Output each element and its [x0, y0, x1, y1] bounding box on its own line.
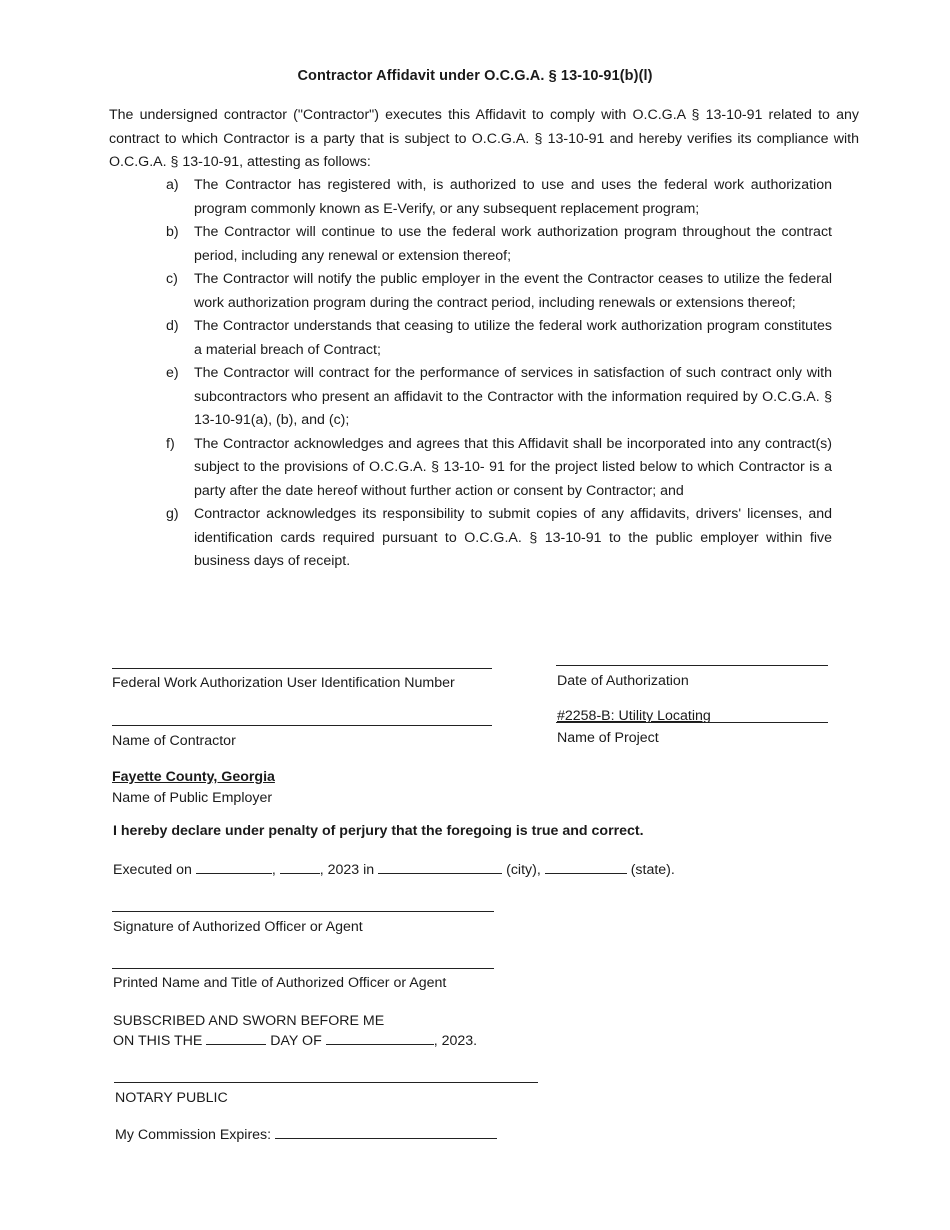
executed-month-blank[interactable]: [196, 861, 272, 874]
public-employer-label: Name of Public Employer: [112, 790, 273, 806]
attestation-list: [160, 174, 832, 574]
executed-day-blank[interactable]: [280, 861, 320, 874]
on-this-the-label: ON THIS THE: [113, 1033, 203, 1049]
list-item: [160, 174, 832, 221]
list-item: [160, 433, 832, 504]
contractor-name-line[interactable]: [112, 725, 492, 726]
date-of-authorization-line[interactable]: [556, 665, 828, 666]
list-item-text: Contractor acknowledges its responsibility to submit copies of any affidavits, drivers' licenses, and identification cards required pursuant to O.C.G.A. § 13-10-91 to the public employer within five business days of receipt.: [194, 506, 832, 569]
project-label: Name of Project: [557, 730, 659, 746]
public-employer-value: Fayette County, Georgia: [112, 769, 275, 785]
list-item: [160, 362, 832, 433]
executed-city-blank[interactable]: [378, 861, 502, 874]
sworn-line-1: SUBSCRIBED AND SWORN BEFORE ME: [113, 1013, 385, 1029]
list-item: [160, 503, 832, 574]
list-item-text: The Contractor will notify the public employer in the event the Contractor ceases to utilize the federal work authorization program during the contract period, including renewals or extensions thereof;: [194, 271, 832, 311]
sworn-line-2: [113, 1032, 477, 1049]
list-item: [160, 315, 832, 362]
document-title: Contractor Affidavit under O.C.G.A. § 13-10-91(b)(l): [297, 68, 653, 84]
executed-city-label: (city),: [506, 862, 541, 878]
signature-label: Signature of Authorized Officer or Agent: [113, 919, 363, 935]
executed-comma: ,: [271, 862, 276, 878]
project-value-text: #2258-B: Utility Locating: [557, 708, 711, 724]
commission-label: My Commission Expires:: [115, 1127, 272, 1143]
list-item-text: The Contractor will continue to use the federal work authorization program throughout the contract period, including any renewal or extension thereof;: [194, 224, 832, 264]
sworn-month-blank[interactable]: [326, 1032, 434, 1045]
date-of-authorization-label: Date of Authorization: [557, 673, 689, 689]
commission-row: [115, 1126, 497, 1143]
day-of-label: DAY OF: [270, 1033, 322, 1049]
executed-state-blank[interactable]: [545, 861, 627, 874]
user-id-label: Federal Work Authorization User Identification Number: [112, 675, 455, 691]
list-item-text: The Contractor has registered with, is authorized to use and uses the federal work authorization program commonly known as E-Verify, or any subsequent replacement program;: [194, 177, 832, 217]
list-item: [160, 268, 832, 315]
list-item-label: f): [166, 435, 175, 452]
sworn-year-text: , 2023.: [433, 1033, 478, 1049]
project-line: [556, 722, 828, 723]
perjury-declaration: I hereby declare under penalty of perjury that the foregoing is true and correct.: [113, 823, 644, 839]
list-item-label: d): [166, 318, 179, 334]
commission-expires-blank[interactable]: [275, 1126, 497, 1139]
signature-line[interactable]: [112, 911, 494, 912]
user-id-line[interactable]: [112, 668, 492, 669]
list-item-text: The Contractor will contract for the performance of services in satisfaction of such contract only with subcontractors who present an affidavit to the Contractor with the information required by O.C.G.A. § 13-10-91(a), (b), and (c);: [194, 365, 832, 428]
list-item-label: b): [166, 224, 179, 240]
printed-name-line[interactable]: [112, 968, 494, 969]
contractor-name-label: Name of Contractor: [112, 733, 236, 749]
executed-on-label: Executed on: [113, 862, 192, 878]
list-item-label: a): [166, 177, 179, 193]
intro-paragraph: The undersigned contractor ("Contractor") executes this Affidavit to comply with O.C.G.A § 13-10-91 related to any contract to which Contractor is a party that is subject to O.C.G.A. § 13-10-91 and hereby verifies its compliance with O.C.G.A. § 13-10-91, attesting as follows:: [109, 107, 859, 170]
notary-line[interactable]: [114, 1082, 538, 1083]
list-item-text: The Contractor acknowledges and agrees that this Affidavit shall be incorporated into any contract(s) subject to the provisions of O.C.G.A. § 13-10- 91 for the project listed below to which Contractor is a party after the date hereof without further action or consent by Contractor; and: [194, 435, 832, 499]
sworn-day-blank[interactable]: [206, 1032, 266, 1045]
printed-name-label: Printed Name and Title of Authorized Officer or Agent: [113, 975, 447, 991]
executed-on-row: [113, 861, 675, 878]
notary-label: NOTARY PUBLIC: [115, 1090, 228, 1106]
list-item-label: c): [166, 271, 178, 287]
executed-year-text: , 2023 in: [319, 862, 375, 878]
list-item-label: g): [166, 506, 179, 522]
list-item-text: The Contractor understands that ceasing to utilize the federal work authorization program constitutes a material breach of Contract;: [194, 318, 832, 358]
list-item: [160, 221, 832, 268]
executed-state-label: (state).: [630, 862, 675, 878]
list-item-label: e): [166, 365, 179, 381]
